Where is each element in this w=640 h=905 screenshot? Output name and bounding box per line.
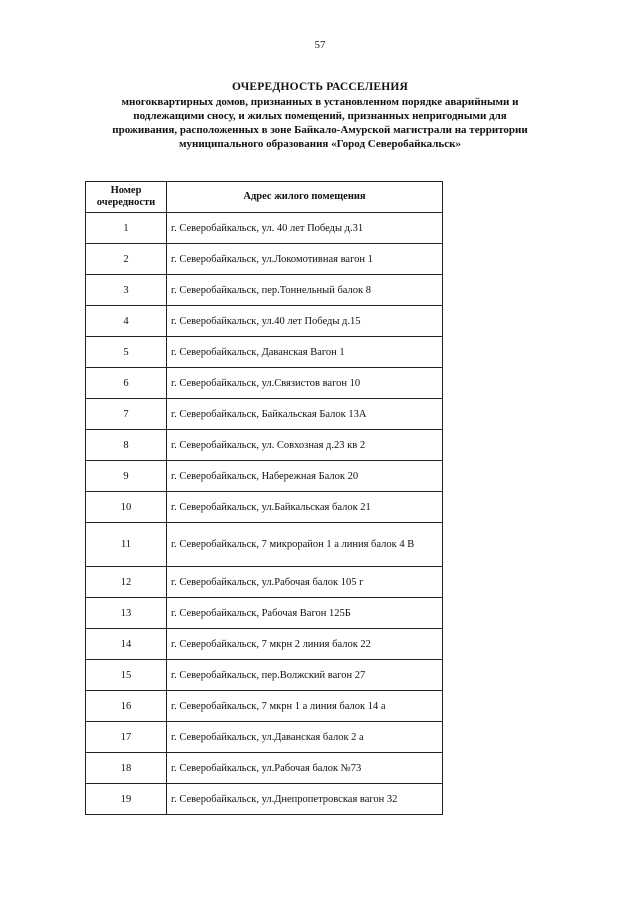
table-row <box>86 213 443 244</box>
table-row <box>86 722 443 753</box>
address-cell: г. Северобайкальск, Байкальская Балок 13А <box>167 399 443 430</box>
address-cell: г. Северобайкальск, ул.Рабочая балок 105 г <box>167 567 443 598</box>
queue-number-cell: 7 <box>86 399 167 430</box>
address-cell: г. Северобайкальск, 7 мкрн 1 а линия балок 14 а <box>167 691 443 722</box>
queue-number-cell: 13 <box>86 598 167 629</box>
title-subtitle-line-1: многоквартирных домов, признанных в установленном порядке аварийными и <box>121 96 519 108</box>
table-row <box>86 461 443 492</box>
queue-number-cell: 16 <box>86 691 167 722</box>
address-cell: г. Северобайкальск, ул.Днепропетровская вагон 32 <box>167 784 443 815</box>
table-row <box>86 660 443 691</box>
header-address: Адрес жилого помещения <box>167 182 443 213</box>
address-cell: г. Северобайкальск, Даванская Вагон 1 <box>167 337 443 368</box>
document-title <box>60 80 580 151</box>
table-row <box>86 492 443 523</box>
queue-number-cell: 15 <box>86 660 167 691</box>
table-row <box>86 337 443 368</box>
address-cell: г. Северобайкальск, ул.Даванская балок 2 а <box>167 722 443 753</box>
queue-number-cell: 11 <box>86 523 167 567</box>
title-subtitle-line-4: муниципального образования «Город Северобайкальск» <box>179 138 461 150</box>
table-row <box>86 784 443 815</box>
queue-number-cell: 2 <box>86 244 167 275</box>
address-cell: г. Северобайкальск, 7 мкрн 2 линия балок 22 <box>167 629 443 660</box>
queue-number-cell: 10 <box>86 492 167 523</box>
queue-number-cell: 14 <box>86 629 167 660</box>
address-cell: г. Северобайкальск, пер.Волжский вагон 27 <box>167 660 443 691</box>
address-cell: г. Северобайкальск, Набережная Балок 20 <box>167 461 443 492</box>
table-row <box>86 691 443 722</box>
table-row <box>86 753 443 784</box>
queue-number-cell: 9 <box>86 461 167 492</box>
queue-number-cell: 4 <box>86 306 167 337</box>
title-subtitle-line-3: проживания, расположенных в зоне Байкало-Амурской магистрали на территории <box>112 124 528 136</box>
table-row <box>86 629 443 660</box>
header-queue-number: Номер очередности <box>86 182 167 213</box>
address-cell: г. Северобайкальск, ул.Байкальская балок 21 <box>167 492 443 523</box>
queue-number-cell: 6 <box>86 368 167 399</box>
queue-number-cell: 18 <box>86 753 167 784</box>
table-header-row <box>86 182 443 213</box>
queue-number-cell: 5 <box>86 337 167 368</box>
queue-number-cell: 8 <box>86 430 167 461</box>
address-cell: г. Северобайкальск, ул. Совхозная д.23 кв 2 <box>167 430 443 461</box>
resettlement-queue-table <box>85 181 443 815</box>
queue-number-cell: 17 <box>86 722 167 753</box>
address-cell: г. Северобайкальск, ул.Локомотивная вагон 1 <box>167 244 443 275</box>
address-cell: г. Северобайкальск, пер.Тоннельный балок 8 <box>167 275 443 306</box>
table-row <box>86 430 443 461</box>
table-body <box>86 213 443 815</box>
queue-number-cell: 12 <box>86 567 167 598</box>
address-cell: г. Северобайкальск, ул.Рабочая балок №73 <box>167 753 443 784</box>
table-row <box>86 306 443 337</box>
queue-number-cell: 1 <box>86 213 167 244</box>
table-row <box>86 244 443 275</box>
table-row <box>86 567 443 598</box>
queue-number-cell: 3 <box>86 275 167 306</box>
address-cell: г. Северобайкальск, ул. 40 лет Победы д.31 <box>167 213 443 244</box>
table-row <box>86 275 443 306</box>
address-cell: г. Северобайкальск, ул.Связистов вагон 10 <box>167 368 443 399</box>
table-row <box>86 523 443 567</box>
title-subtitle-line-2: подлежащими сносу, и жилых помещений, признанных непригодными для <box>133 110 507 122</box>
table-row <box>86 399 443 430</box>
title-main: ОЧЕРЕДНОСТЬ РАССЕЛЕНИЯ <box>231 81 409 93</box>
page-number: 57 <box>314 39 326 51</box>
address-cell: г. Северобайкальск, Рабочая Вагон 125Б <box>167 598 443 629</box>
table-row <box>86 598 443 629</box>
address-cell: г. Северобайкальск, ул.40 лет Победы д.15 <box>167 306 443 337</box>
table-row <box>86 368 443 399</box>
address-cell: г. Северобайкальск, 7 микрорайон 1 а линия балок 4 В <box>167 523 443 567</box>
queue-number-cell: 19 <box>86 784 167 815</box>
